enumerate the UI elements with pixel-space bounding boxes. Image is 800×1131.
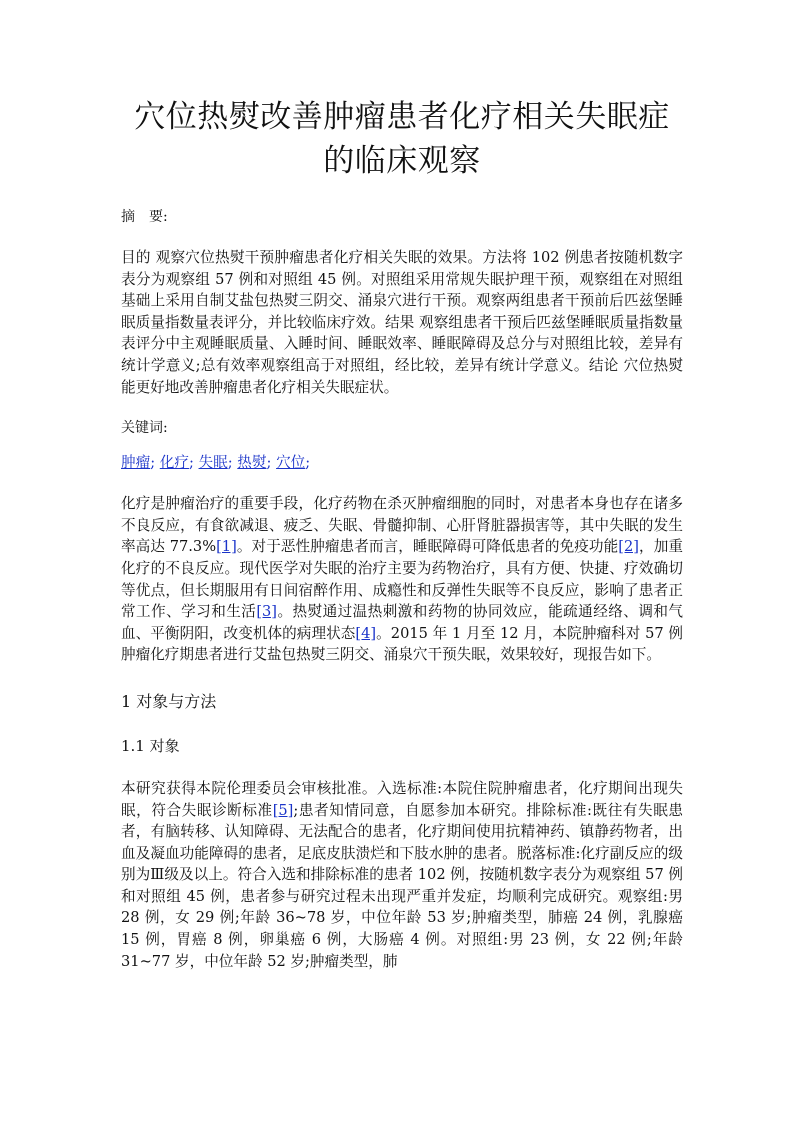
- keyword-link-tumor[interactable]: 肿瘤: [121, 454, 151, 472]
- intro-text-3: ，加重化疗的不良反应。现代医学对失眠的治疗主要为药物治疗，具有方便、快捷、疗效确切等优点，但长期服用有日间宿醉作用、成瘾性和反弹性失眠等不良反应，影响了患者正常工作、学习和生活: [121, 538, 683, 621]
- title-line-1: 穴位热熨改善肿瘤患者化疗相关失眠症: [134, 99, 670, 135]
- keywords-list: [121, 452, 683, 474]
- keyword-separator: ;: [150, 454, 156, 472]
- intro-paragraph: [121, 493, 683, 666]
- intro-text-1: 化疗是肿瘤治疗的重要手段，化疗药物在杀灭肿瘤细胞的同时，对患者本身也存在诸多不良反应，有食欲减退、疲乏、失眠、骨髓抑制、心肝肾脏器损害等，其中失眠的发生率高达 77.3%: [121, 495, 683, 556]
- citation-link-3[interactable]: [3]: [256, 603, 278, 621]
- article-title: [121, 95, 683, 183]
- intro-text-4: 。热熨通过温热刺激和药物的协同效应，能疏通经络、调和气血、平衡阴阳，改变机体的病理状态: [121, 603, 683, 642]
- keyword-separator: ;: [188, 454, 194, 472]
- citation-link-2[interactable]: [2]: [618, 538, 639, 556]
- keywords-label: 关键词:: [121, 420, 168, 437]
- citation-link-5[interactable]: [5]: [272, 801, 294, 819]
- keyword-link-chemotherapy[interactable]: 化疗: [159, 454, 189, 472]
- citation-link-1[interactable]: [1]: [216, 538, 237, 556]
- abstract-text: 目的 观察穴位热熨干预肿瘤患者化疗相关失眠的效果。方法将 102 例患者按随机数字表分为观察组 57 例和对照组 45 例。对照组采用常规失眠护理干预，观察组在对照组基础上采用自制艾盐包热熨三阴交、涌泉穴进行干预。观察两组患者干预前后匹兹堡睡眠质量指数量表评分，并比较临床疗效。结果 观察组患者干预后匹兹堡睡眠质量指数量表评分中主观睡眠质量、入睡时间、睡眠效率、睡眠障碍及总分与对照组比较，差异有统计学意义;总有效率观察组高于对照组，经比较，差异有统计学意义。结论 穴位热熨能更好地改善肿瘤患者化疗相关失眠症状。: [121, 249, 683, 396]
- subjects-text-2: ;患者知情同意，自愿参加本研究。排除标准:既往有失眠患者，有脑转移、认知障碍、无法配合的患者，化疗期间使用抗精神药、镇静药物者，出血及凝血功能障碍的患者，足底皮肤溃烂和下肢水肿的患者。脱落标准:化疗副反应的级别为Ⅲ级及以上。符合入选和排除标准的患者 102 例，按随机数字表分为观察组 57 例和对照组 45 例，患者参与研究过程未出现严重并发症，均顺利完成研究。观察组:男 28 例，女 29 例;年龄 36~78 岁，中位年龄 53 岁;肿瘤类型，肺癌 24 例，乳腺癌 15 例，胃癌 8 例，卵巢癌 6 例，大肠癌 4 例。对照组:男 23 例，女 22 例;年龄 31~77 岁，中位年龄 52 岁;肿瘤类型，肺: [121, 801, 683, 970]
- keyword-link-insomnia[interactable]: 失眠: [198, 454, 228, 472]
- title-line-2: 的临床观察: [323, 143, 481, 179]
- article-page: [121, 95, 683, 972]
- keyword-link-acupoint[interactable]: 穴位: [276, 454, 306, 472]
- abstract-label: 摘 要:: [121, 209, 168, 225]
- keyword-separator: ;: [266, 454, 272, 472]
- intro-text-5: 。2015 年 1 月至 12 月，本院肿瘤科对 57 例肿瘤化疗期患者进行艾盐包热熨三阴交、涌泉穴干预失眠，效果较好，现报告如下。: [121, 624, 683, 664]
- keyword-link-hot-compress[interactable]: 热熨: [237, 454, 267, 472]
- subjects-text-1: 本研究获得本院伦理委员会审核批准。入选标准:本院住院肿瘤患者，化疗期间出现失眠，符合失眠诊断标准: [121, 779, 683, 819]
- intro-text-2: 。对于恶性肿瘤患者而言，睡眠障碍可降低患者的免疫功能: [236, 538, 619, 556]
- section-heading: 1 对象与方法: [121, 691, 217, 711]
- keyword-separator: ;: [227, 454, 233, 472]
- subsection-heading: 1.1 对象: [121, 736, 180, 755]
- keyword-separator: ;: [305, 454, 311, 472]
- citation-link-4[interactable]: [4]: [355, 624, 377, 642]
- subjects-paragraph: [121, 778, 683, 972]
